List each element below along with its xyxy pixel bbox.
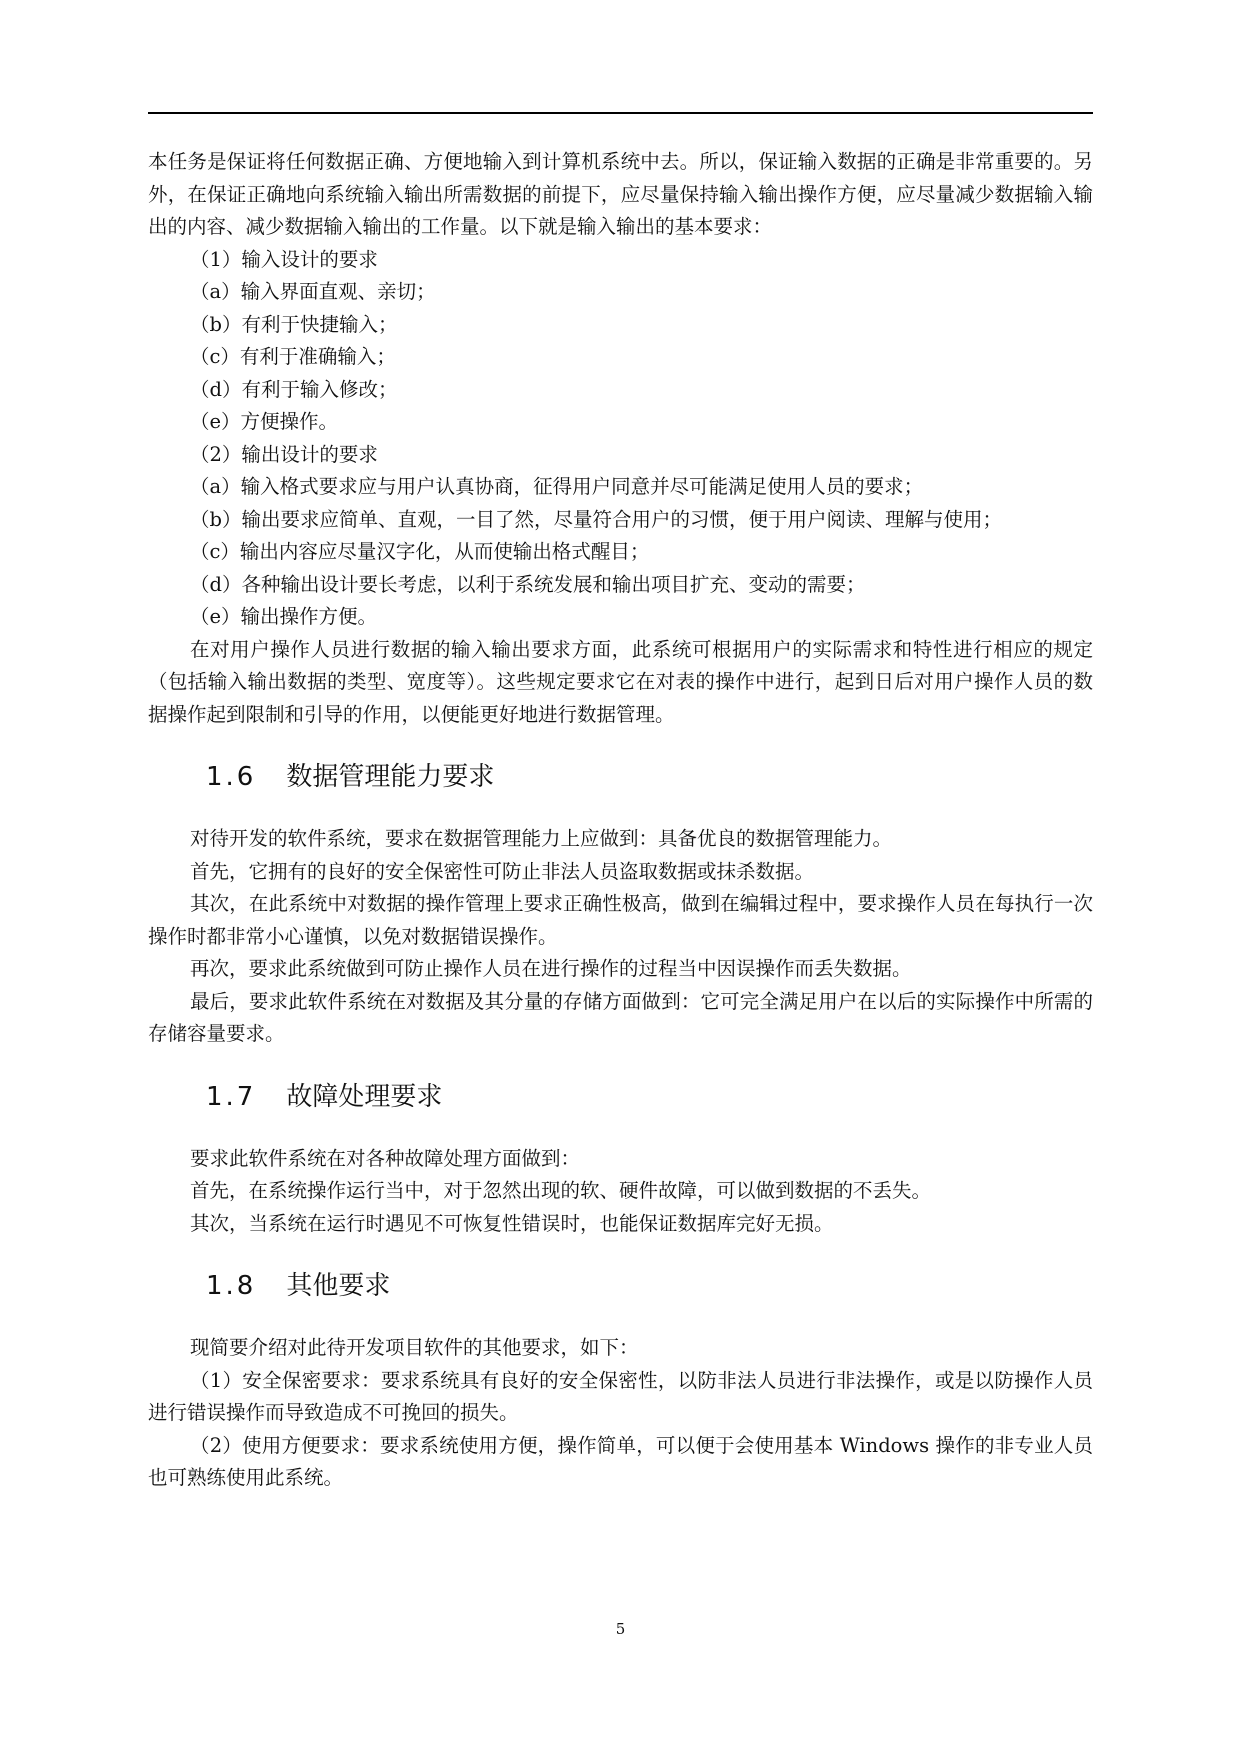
section-number: 1.6 [206, 762, 257, 792]
section-number: 1.7 [206, 1081, 257, 1112]
paragraph: （1）安全保密要求：要求系统具有良好的安全保密性，以防非法人员进行非法操作，或是以防操作人员进行错误操作而导致造成不可挽回的损失。 [148, 1368, 1093, 1424]
section-heading-1-8 [206, 1266, 1093, 1306]
list-item: （c）有利于准确输入； [190, 345, 396, 368]
paragraph: 最后，要求此软件系统在对数据及其分量的存储方面做到：它可完全满足用户在以后的实际操作中所需的存储容量要求。 [148, 989, 1093, 1045]
list-item: （b）输出要求应简单、直观，一目了然，尽量符合用户的习惯，便于用户阅读、理解与使用； [190, 507, 1002, 531]
paragraph: 再次，要求此系统做到可防止操作人员在进行操作的过程当中因误操作而丢失数据。 [190, 957, 912, 980]
paragraph: 首先，在系统操作运行当中，对于忽然出现的软、硬件故障，可以做到数据的不丢失。 [190, 1179, 932, 1202]
paragraph: （2）使用方便要求：要求系统使用方便，操作简单，可以便于会使用基本 Windows 操作的非专业人员也可熟练使用此系统。 [148, 1433, 1093, 1489]
paragraph: 其次，在此系统中对数据的操作管理上要求正确性极高，做到在编辑过程中，要求操作人员在每执行一次操作时都非常小心谨慎，以免对数据错误操作。 [148, 892, 1093, 948]
list-item: （d）有利于输入修改； [190, 377, 398, 401]
section-number: 1.8 [206, 1271, 257, 1301]
paragraph: 要求此软件系统在对各种故障处理方面做到： [190, 1146, 581, 1170]
list-item: （e）方便操作。 [190, 410, 339, 433]
list-item: （a）输入格式要求应与用户认真协商，征得用户同意并尽可能满足使用人员的要求； [190, 475, 924, 498]
section-heading-1-7 [206, 1077, 1093, 1117]
list-item: （1）输入设计的要求 [190, 247, 378, 271]
paragraph: 对待开发的软件系统，要求在数据管理能力上应做到：具备优良的数据管理能力。 [190, 827, 893, 850]
list-item: （b）有利于快捷输入； [190, 312, 398, 336]
section-title: 其他要求 [286, 1271, 391, 1301]
paragraph: 在对用户操作人员进行数据的输入输出要求方面，此系统可根据用户的实际需求和特性进行相应的规定（包括输入输出数据的类型、宽度等）。这些规定要求它在对表的操作中进行，起到日后对用户操作人员的数据操作起到限制和引导的作用，以便能更好地进行数据管理。 [148, 637, 1093, 726]
paragraph: 现简要介绍对此待开发项目软件的其他要求，如下： [190, 1336, 639, 1359]
section-title: 故障处理要求 [286, 1081, 443, 1112]
section-title: 数据管理能力要求 [286, 762, 495, 792]
paragraph: 首先，它拥有的良好的安全保密性可防止非法人员盗取数据或抹杀数据。 [190, 859, 815, 883]
list-item: （e）输出操作方便。 [190, 605, 378, 628]
paragraph: 其次，当系统在运行时遇见不可恢复性错误时，也能保证数据库完好无损。 [190, 1211, 834, 1235]
list-item: （a）输入界面直观、亲切； [190, 280, 436, 303]
paragraph: 本任务是保证将任何数据正确、方便地输入到计算机系统中去。所以，保证输入数据的正确是非常重要的。另外，在保证正确地向系统输入输出所需数据的前提下，应尽量保持输入输出操作方便，应尽量减少数据输入输出的内容、减少数据输入输出的工作量。以下就是输入输出的基本要求： [148, 150, 1093, 238]
list-item: （d）各种输出设计要长考虑，以利于系统发展和输出项目扩充、变动的需要； [190, 572, 866, 596]
page-number: 5 [615, 1620, 626, 1638]
page-body [148, 146, 1093, 1495]
section-heading-1-6 [206, 757, 1093, 797]
list-item: （2）输出设计的要求 [190, 442, 378, 466]
list-item: （c）输出内容应尽量汉字化，从而使输出格式醒目； [190, 540, 650, 563]
header-rule [148, 112, 1093, 114]
